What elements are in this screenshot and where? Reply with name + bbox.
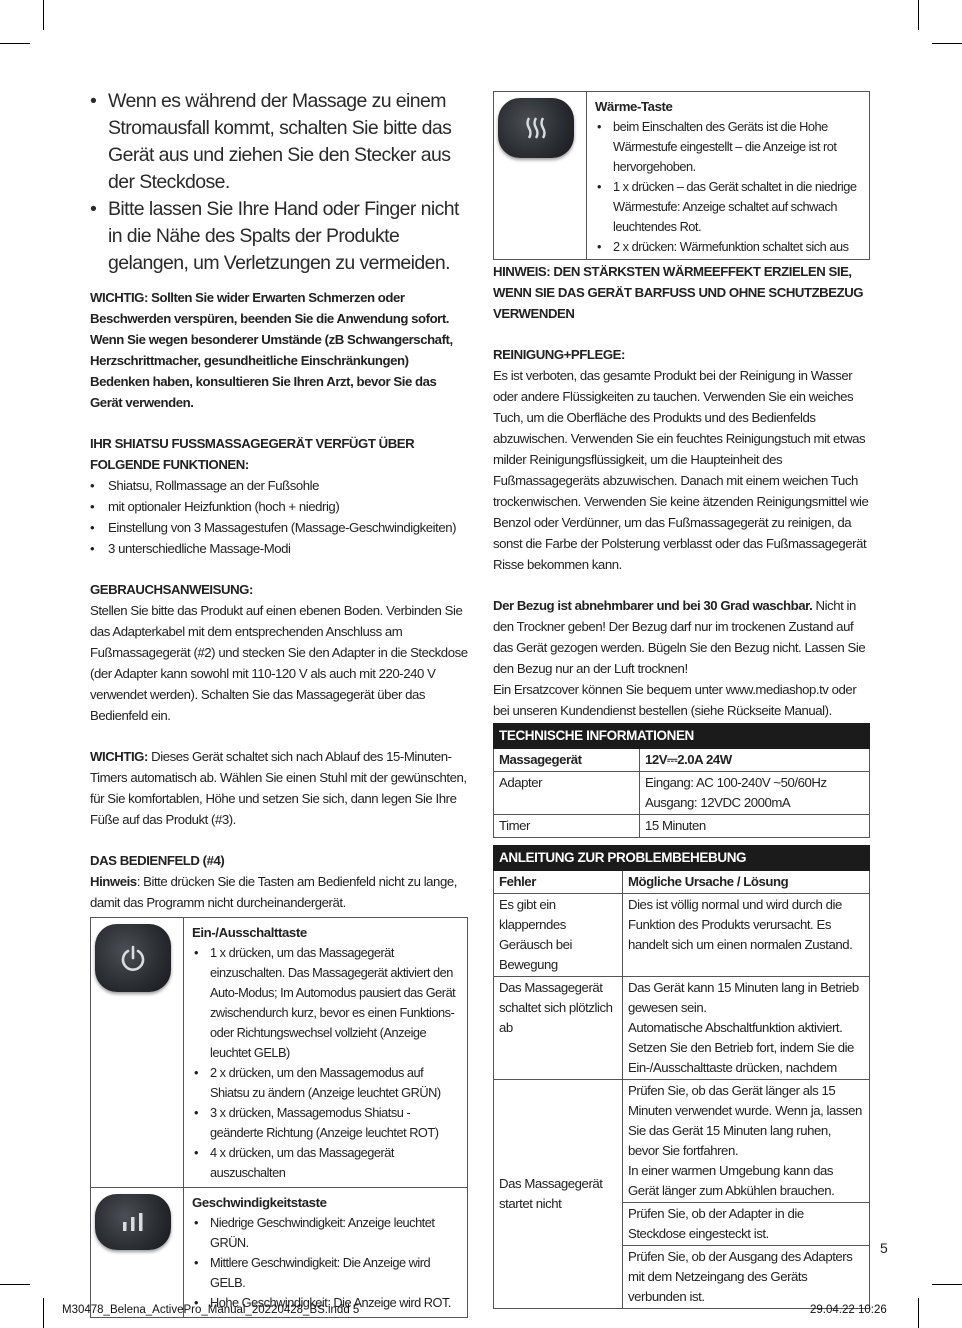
timer-label: WICHTIG:: [90, 749, 148, 764]
trouble-header-row: [494, 871, 870, 894]
cover-bold: Der Bezug ist abnehmbarer und bei 30 Grad waschbar.: [493, 598, 813, 613]
crop-mark: [932, 43, 962, 44]
trouble-fix: Das Gerät kann 15 Minuten lang in Betrieb gewesen sein.: [628, 980, 859, 1015]
care-heading: REINIGUNG+PFLEGE:: [493, 347, 625, 362]
power-item: • 1 x drücken, um das Massagegerät einzuschalten. Das Massagegerät aktiviert den Auto-Modus; Im Automodus pausiert das Gerät zwischendurch kurz, bevor es einen Funktions- oder Richtungswechsel vollzieht (Anzeige leuchtet GELB): [192, 943, 463, 1063]
function-item: • Shiatsu, Rollmassage an der Fußsohle: [90, 475, 468, 496]
trouble-row: [494, 977, 870, 1080]
footer-date: 29.04.22 10:26: [810, 1304, 887, 1316]
intro-bullets: [90, 88, 468, 277]
timer-text: Dieses Gerät schaltet sich nach Ablauf des 15-Minuten-Timers automatisch ab. Wählen Sie einen Stuhl mit der gewünschten, für Sie komfortablen, Höhe und setzen Sie sich, dann legen Sie Ihre Füße auf das Produkt (#3).: [90, 749, 467, 827]
trouble-row: [494, 1080, 870, 1203]
heat-table: [493, 91, 870, 260]
tech-timer-label: Timer: [494, 815, 640, 838]
speed-item: • Mittlere Geschwindigkeit: Die Anzeige wird GELB.: [192, 1253, 463, 1293]
crop-mark: [43, 1298, 44, 1328]
right-column: [493, 91, 870, 1309]
hint-label: Hinweis: [90, 874, 137, 889]
tech-device-label: Massagegerät: [494, 749, 640, 772]
heat-title: Wärme-Taste: [595, 99, 673, 114]
tech-row: [494, 749, 870, 772]
speed-list: [192, 1213, 463, 1313]
trouble-header: ANLEITUNG ZUR PROBLEMBEHEBUNG: [494, 846, 870, 871]
speed-row: [91, 1188, 468, 1318]
speed-item: • Niedrige Geschwindigkeit: Anzeige leuchtet GRÜN.: [192, 1213, 463, 1253]
power-item: • 3 x drücken, Massagemodus Shiatsu - geänderte Richtung (Anzeige leuchtet ROT): [192, 1103, 463, 1143]
tech-adapter-out: Ausgang: 12VDC 2000mA: [645, 795, 791, 810]
trouble-fault: Das Massagegerät startet nicht: [494, 1080, 623, 1309]
usage-heading: GEBRAUCHSANWEISUNG:: [90, 582, 253, 597]
intro-bullet: • Wenn es während der Massage zu einem Stromausfall kommt, schalten Sie bitte das Gerät aus und ziehen Sie den Stecker aus der Steckdose.: [90, 88, 468, 196]
crop-mark: [0, 1284, 30, 1285]
functions-list: [90, 475, 468, 559]
speed-button-image: [95, 1194, 171, 1250]
troubleshooting-table: [493, 845, 870, 1309]
heat-item: • 1 x drücken – das Gerät schaltet in die niedrige Wärmestufe: Anzeige schaltet auf schwach leuchtendes Rot.: [595, 177, 865, 237]
power-icon: [118, 943, 148, 973]
speed-item: • Hohe Geschwindigkeit: Die Anzeige wird ROT.: [192, 1293, 463, 1313]
usage-text: Stellen Sie bitte das Produkt auf einen ebenen Boden. Verbinden Sie das Adapterkabel mit dem entsprechenden Anschluss am Fußmassagegerät (#2) und stecken Sie den Adapter in die Steckdose (der Adapter kann sowohl mit 110-120 V als auch mit 220-240 V verwendet werden). Schalten Sie das Massagegerät über das Bedienfeld ein.: [90, 603, 468, 723]
power-item: • 4 x drücken, um das Massagegerät auszuschalten: [192, 1143, 463, 1183]
crop-mark: [0, 43, 30, 44]
footer-file: M30478_Belena_ActivePro_Manual_20220428_BS.indd 5: [62, 1304, 360, 1316]
cover-text: Nicht in den Trockner geben! Der Bezug darf nur im trockenen Zustand auf das Gerät gezogen werden. Bügeln Sie den Bezug nicht. Lassen Sie den Bezug nur an der Luft trocknen!: [493, 598, 866, 676]
tech-info-table: [493, 723, 870, 838]
power-title: Ein-/Ausschalttaste: [192, 925, 307, 940]
heat-button-image: [498, 98, 574, 158]
page-number: 5: [880, 1240, 888, 1256]
tech-timer-value: 15 Minuten: [640, 815, 870, 838]
function-item: • 3 unterschiedliche Massage-Modi: [90, 538, 468, 559]
warning-text: WICHTIG: Sollten Sie wider Erwarten Schmerzen oder Beschwerden verspüren, beenden Sie die Anwendung sofort. Wenn Sie wegen besonderer Umstände (zB Schwangerschaft, Herzschrittmacher, gesundheitliche Einschränkungen) Bedenken haben, konsultieren Sie Ihren Arzt, bevor Sie das Gerät verwenden.: [90, 290, 453, 410]
trouble-col-fix: Mögliche Ursache / Lösung: [623, 871, 870, 894]
functions-heading: IHR SHIATSU FUSSMASSAGEGERÄT VERFÜGT ÜBER FOLGENDE FUNKTIONEN:: [90, 436, 415, 472]
crop-mark: [932, 1284, 962, 1285]
trouble-fix: Prüfen Sie, ob das Gerät länger als 15 Minuten verwendet wurde. Wenn ja, lassen Sie das Gerät 15 Minuten lang ruhen, bevor Sie fortfahren.: [628, 1083, 862, 1158]
cover-text-2: Ein Ersatzcover können Sie bequem unter www.mediashop.tv oder bei unseren Kundendienst bestellen (siehe Rückseite Manual).: [493, 682, 857, 718]
trouble-fault: Es gibt ein klapperndes Geräusch bei Bewegung: [494, 894, 623, 977]
heat-hint: HINWEIS: DEN STÄRKSTEN WÄRMEEFFEKT ERZIELEN SIE, WENN SIE DAS GERÄT BARFUSS UND OHNE SCHUTZBEZUG VERWENDEN: [493, 264, 864, 321]
panel-heading: DAS BEDIENFELD (#4): [90, 853, 225, 868]
speed-title: Geschwindigkeitstaste: [192, 1195, 327, 1210]
crop-mark: [43, 0, 44, 30]
function-item: • mit optionaler Heizfunktion (hoch + niedrig): [90, 496, 468, 517]
tech-row: [494, 772, 870, 815]
timer-paragraph: [90, 746, 468, 830]
power-list: [192, 943, 463, 1183]
trouble-fix: Prüfen Sie, ob der Ausgang des Adapters mit dem Netzeingang des Geräts verbunden ist.: [623, 1246, 870, 1309]
care-text: Es ist verboten, das gesamte Produkt bei der Reinigung in Wasser oder andere Flüssigkeiten zu tauchen. Verwenden Sie ein weiches Tuch, um die Oberfläche des Produkts und des Bedienfelds abzuwischen. Verwenden Sie ein feuchtes Reinigungstuch mit etwas milder Reinigungsflüssigkeit, um die Haupteinheit des Fußmassagegeräts abzuwischen. Danach mit einem weichen Tuch trockenwischen. Verwenden Sie keine ätzenden Reinigungsmittel wie Benzol oder Verdünner, um das Fußmassagegerät zu reinigen, da sonst die Farbe der Polsterung verblasst oder das Fußmassagegerät Risse bekommen kann.: [493, 368, 869, 572]
control-panel-table: [90, 917, 468, 1318]
intro-bullet: • Bitte lassen Sie Ihre Hand oder Finger nicht in die Nähe des Spalts der Produkte gelangen, um Verletzungen zu vermeiden.: [90, 196, 468, 277]
cover-paragraph: [493, 595, 870, 679]
hint-text: : Bitte drücken Sie die Tasten am Bedienfeld nicht zu lange, damit das Programm nicht durcheinandergerät.: [90, 874, 457, 910]
speed-bars-icon: [118, 1210, 148, 1234]
trouble-fix: In einer warmen Umgebung kann das Gerät länger zum Abkühlen brauchen.: [628, 1163, 835, 1198]
tech-adapter-in: Eingang: AC 100-240V ~50/60Hz: [645, 775, 827, 790]
power-row: [91, 918, 468, 1188]
trouble-fix: Dies ist völlig normal und wird durch die Funktion des Produkts verursacht. Es handelt sich um einen normalen Zustand.: [623, 894, 870, 977]
tech-device-value: 12V⎓2.0A 24W: [640, 749, 870, 772]
heat-item: • beim Einschalten des Geräts ist die Hohe Wärmestufe eingestellt – die Anzeige ist rot hervorgehoben.: [595, 117, 865, 177]
trouble-row: [494, 894, 870, 977]
crop-mark: [918, 0, 919, 30]
function-item: • Einstellung von 3 Massagestufen (Massage-Geschwindigkeiten): [90, 517, 468, 538]
heat-list: [595, 117, 865, 257]
heat-waves-icon: [521, 115, 551, 141]
power-item: • 2 x drücken, um den Massagemodus auf Shiatsu zu ändern (Anzeige leuchtet GRÜN): [192, 1063, 463, 1103]
trouble-col-fault: Fehler: [494, 871, 623, 894]
crop-mark: [918, 1298, 919, 1328]
tech-header: TECHNISCHE INFORMATIONEN: [494, 724, 870, 749]
trouble-fault: Das Massagegerät schaltet sich plötzlich ab: [494, 977, 623, 1080]
tech-row: [494, 815, 870, 838]
trouble-fix: Automatische Abschaltfunktion aktiviert. Setzen Sie den Betrieb fort, indem Sie die Ein-/Ausschalttaste drücken, nachdem: [628, 1020, 854, 1075]
heat-item: • 2 x drücken: Wärmefunktion schaltet sich aus: [595, 237, 865, 257]
tech-adapter-label: Adapter: [494, 772, 640, 815]
hint-paragraph: [90, 871, 468, 913]
power-button-image: [95, 924, 171, 992]
trouble-fix: Prüfen Sie, ob der Adapter in die Steckdose eingesteckt ist.: [623, 1203, 870, 1246]
left-column: [90, 88, 468, 1318]
heat-row: [494, 92, 870, 260]
